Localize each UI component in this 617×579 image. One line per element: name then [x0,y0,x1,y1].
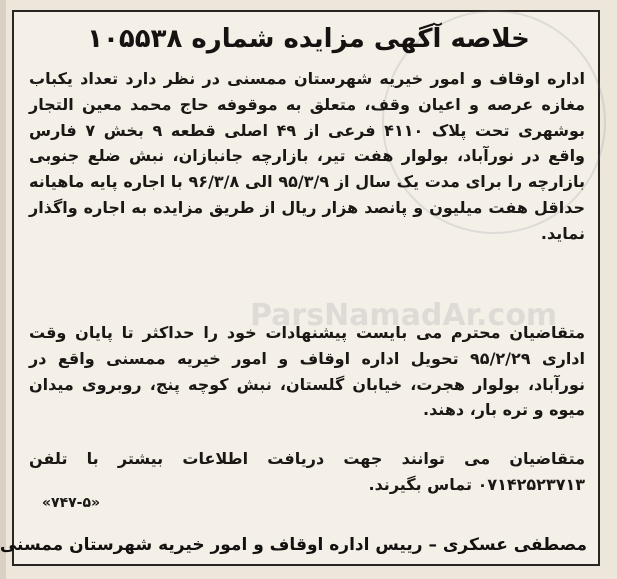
notice-paragraph-2: متقاضیان محترم می بایست پیشنهادات خود را حداکثر تا پایان وقت اداری ۹۵/۲/۲۹ تحویل اداره اوقاف و امور خیریه ممسنی واقع در نورآباد، بولوار هجرت، خیابان گلستان، نبش کوچه پنج، روبروی میدان میوه و تره بار، دهند. [29,323,586,420]
reference-code: «۷۴۷-۵» [42,495,101,511]
notice-paragraph-3: متقاضیان می توانند جهت دریافت اطلاعات بیشتر با تلفن ۰۷۱۴۲۵۲۳۷۱۳ تماس بگیرند. [29,449,585,494]
page-edge-shadow [0,0,6,579]
notice-paragraph-1: اداره اوقاف و امور خیریه شهرستان ممسنی در نظر دارد تعداد یکباب مغازه عرصه و اعیان وقف، متعلق به موقوفه حاج محمد معین التجار بوشهری تحت پلاک ۴۱۱۰ فرعی از ۴۹ اصلی قطعه ۹ بخش ۷ فارس واقع در نورآباد، بولوار هفت تیر، بازارچه جانبازان، نبش ضلع جنوبی بازارچه را برای مدت یک سال از ۹۵/۳/۹ الی ۹۶/۳/۸ با اجاره پایه ماهیانه حداقل هفت میلیون و پانصد هزار ریال از طریق مزایده به اجاره واگذار نماید. [29,69,586,243]
notice-title: خلاصه آگهی مزایده شماره ۱۰۵۵۳۸ [87,24,530,54]
signature-line: مصطفی عسکری – رییس اداره اوقاف و امور خیریه شهرستان ممسنی [0,535,587,555]
